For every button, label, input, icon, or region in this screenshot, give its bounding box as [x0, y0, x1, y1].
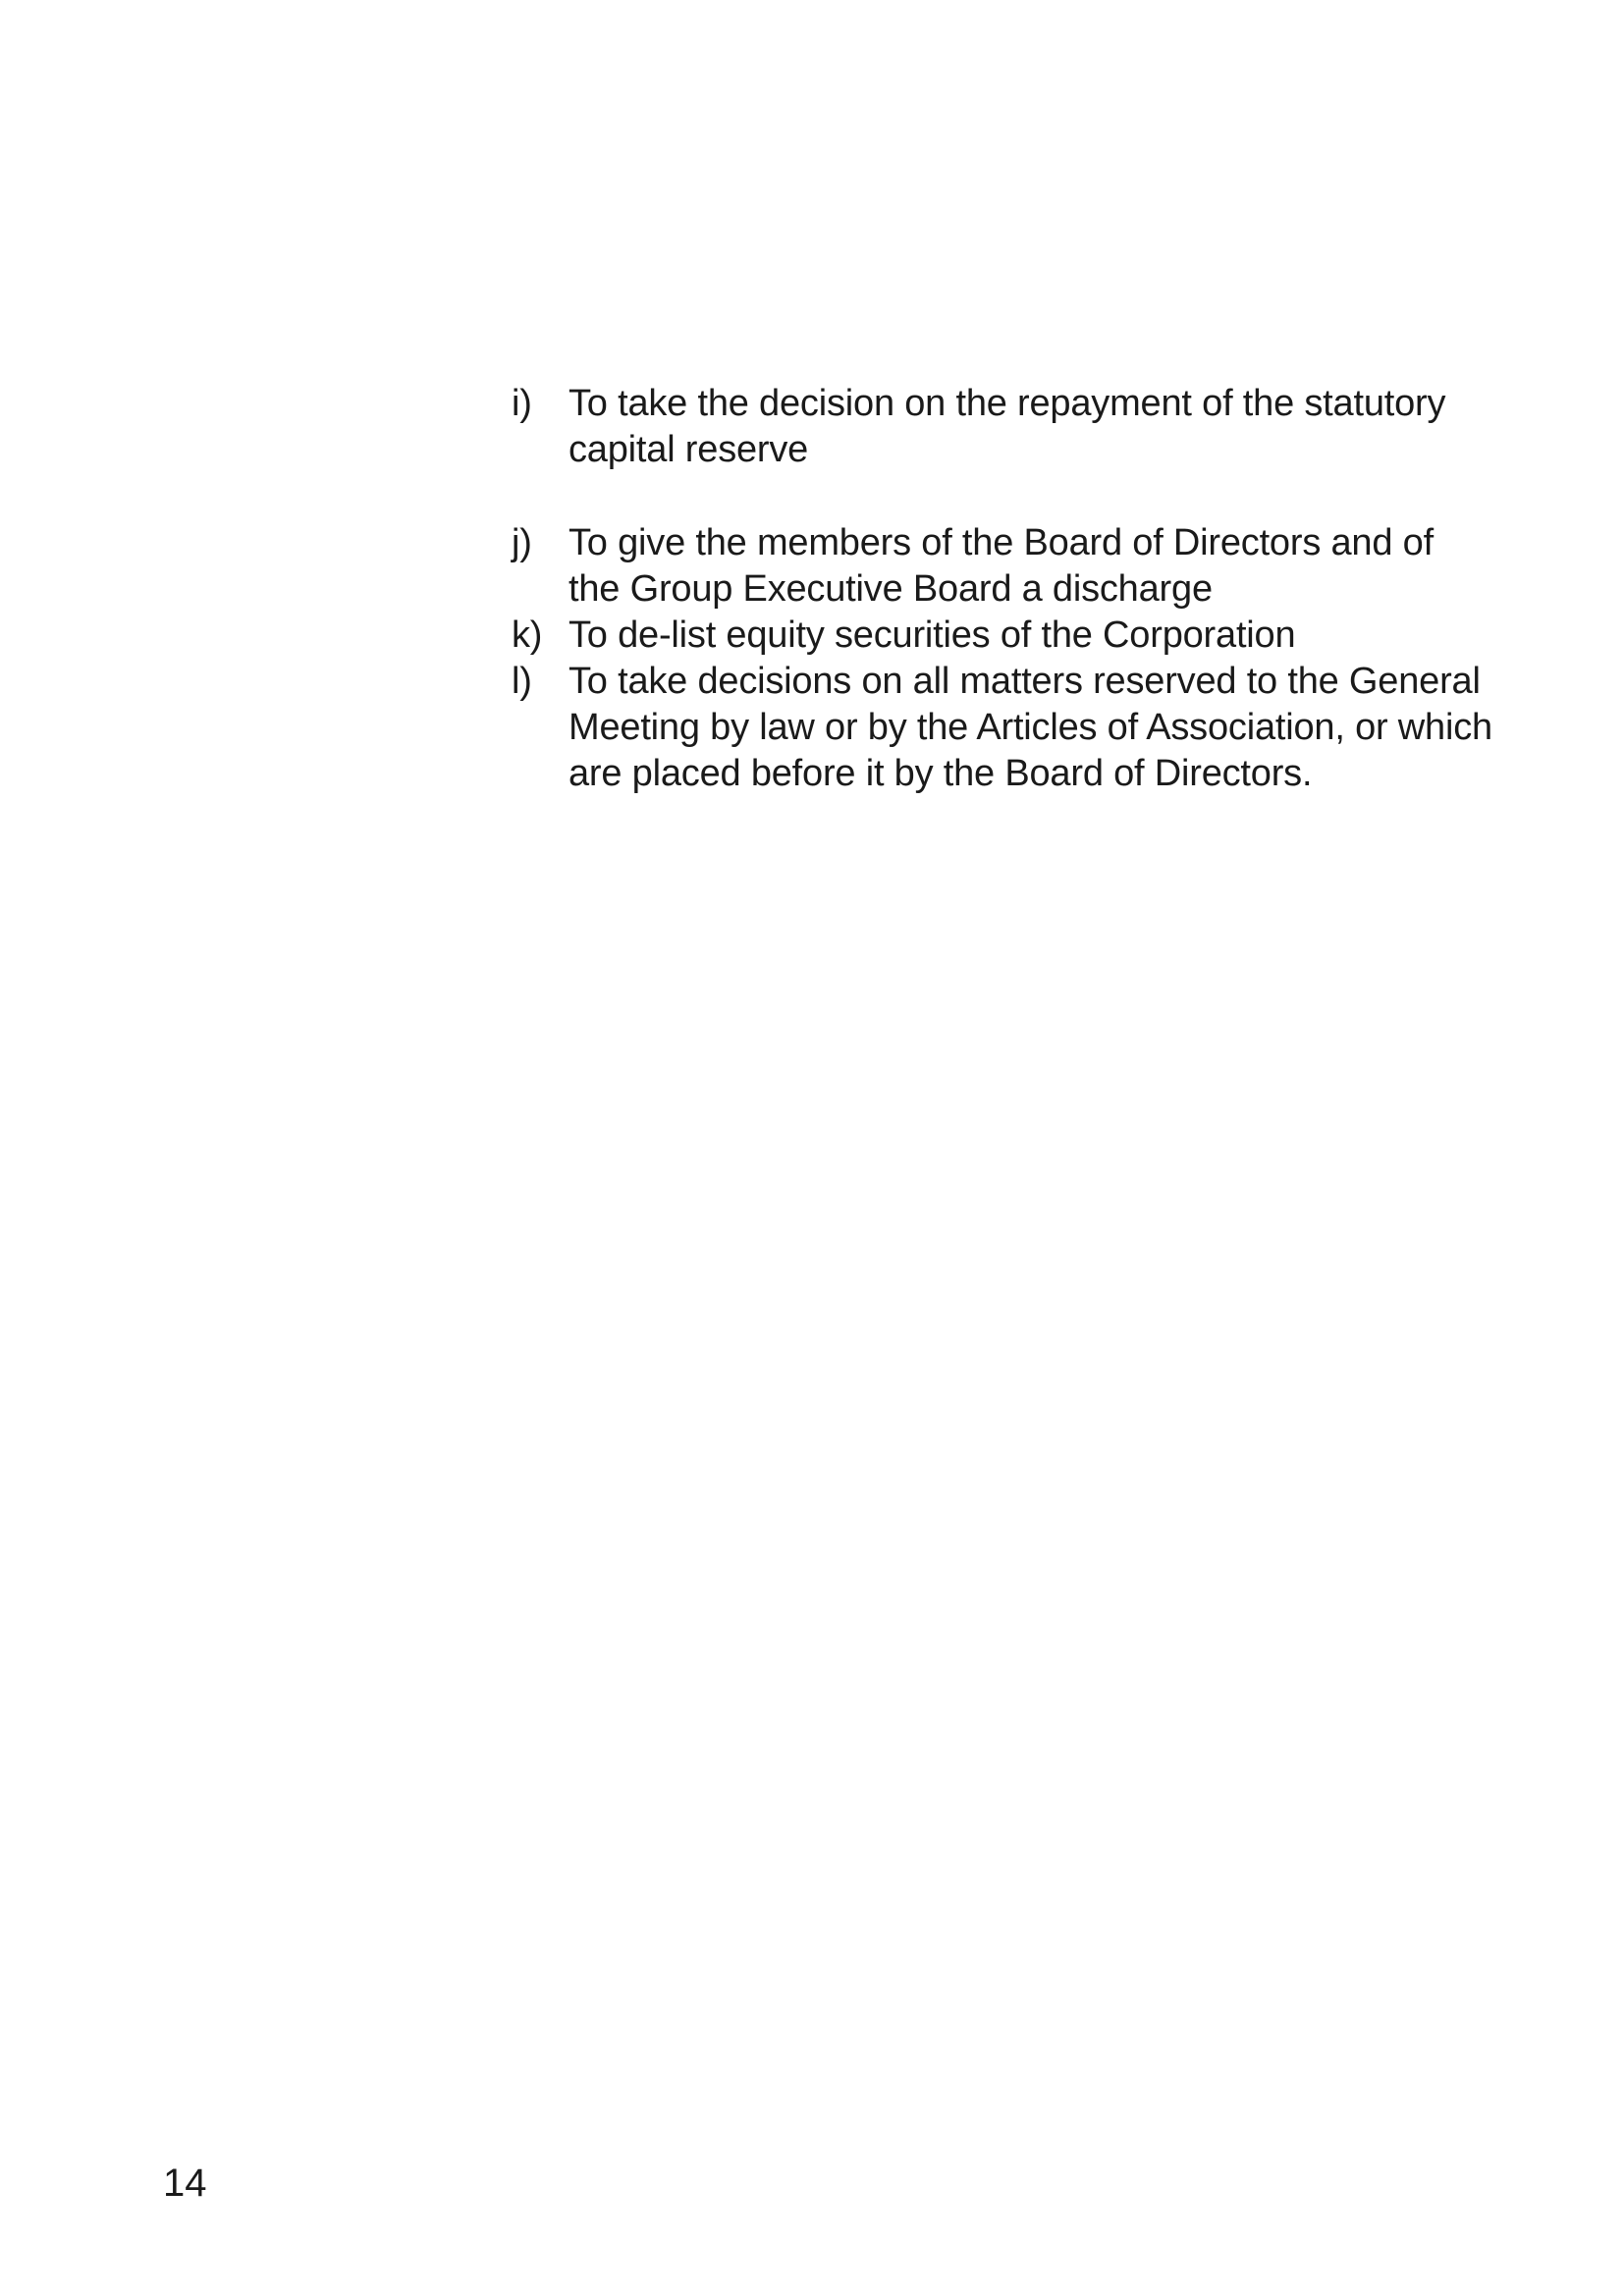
page-number: 14	[163, 2162, 207, 2205]
list-item-text: To take the decision on the repayment of the statutory capital reserve	[568, 383, 1446, 470]
resolution-list	[512, 381, 1493, 797]
list-item-text: To give the members of the Board of Directors and of the Group Executive Board a discharge	[568, 522, 1434, 610]
list-item-marker: k)	[512, 614, 543, 656]
list-item	[512, 659, 1493, 797]
list-item-text: To de-list equity securities of the Corporation	[568, 614, 1296, 656]
list-item-marker: j)	[512, 522, 532, 563]
list-item	[512, 613, 1493, 659]
list-item-marker: l)	[512, 661, 532, 702]
list-item	[512, 520, 1493, 613]
list-item-marker: i)	[512, 383, 532, 424]
list-item-text: To take decisions on all matters reserved to the General Meeting by law or by the Articles of Association, or which are placed before it by the Board of Directors.	[568, 661, 1492, 794]
list-item	[512, 381, 1493, 473]
